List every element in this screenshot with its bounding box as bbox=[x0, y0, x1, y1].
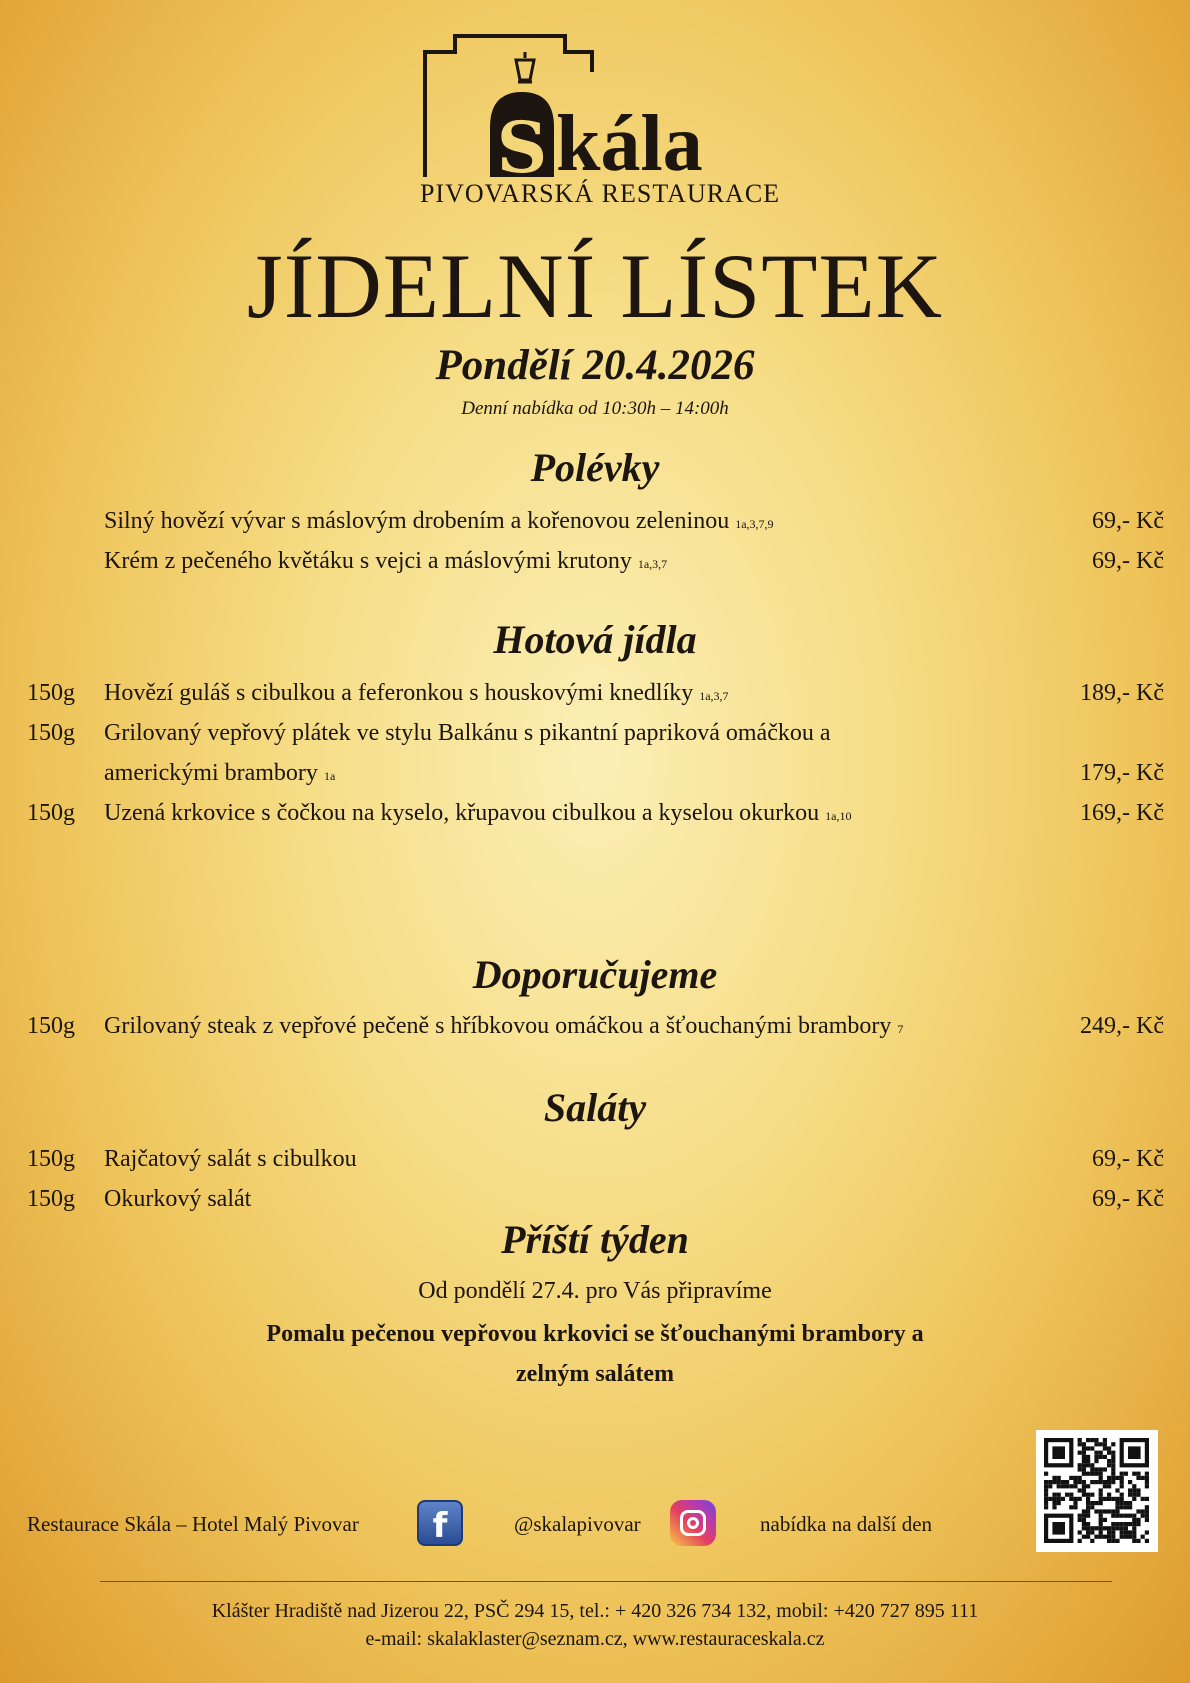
qr-label: nabídka na další den bbox=[760, 1512, 933, 1536]
footer-divider bbox=[100, 1581, 1112, 1582]
menu-item bbox=[0, 543, 1190, 579]
item-allergens: 1a,10 bbox=[825, 809, 852, 823]
item-weight: 150g bbox=[27, 1186, 75, 1212]
facebook-icon[interactable]: f bbox=[417, 1500, 463, 1546]
item-price: 169,- Kč bbox=[1080, 800, 1164, 826]
menu-item bbox=[0, 503, 1190, 539]
item-weight: 150g bbox=[27, 1146, 75, 1172]
item-price: 189,- Kč bbox=[1080, 680, 1164, 706]
logo-subtitle-text: PIVOVARSKÁ RESTAURACE bbox=[420, 179, 780, 208]
menu-date: Pondělí 20.4.2026 bbox=[435, 342, 755, 389]
section-title-recommended: Doporučujeme bbox=[472, 952, 718, 997]
footer-address: Klášter Hradiště nad Jizerou 22, PSČ 294 15, tel.: + 420 326 734 132, mobil: +420 727 895 111 bbox=[211, 1600, 979, 1622]
social-row bbox=[0, 1500, 1190, 1550]
menu-item bbox=[0, 1008, 1190, 1044]
item-name: Uzená krkovice s čočkou na kyselo, křupavou cibulkou a kyselou okurkou 1a,10 bbox=[104, 800, 852, 826]
next-week-intro: Od pondělí 27.4. pro Vás připravíme bbox=[418, 1278, 772, 1304]
item-allergens: 7 bbox=[897, 1022, 904, 1036]
serving-hours: Denní nabídka od 10:30h – 14:00h bbox=[461, 398, 729, 419]
section-title-salads: Saláty bbox=[543, 1085, 647, 1130]
menu-item-continued bbox=[0, 755, 1190, 791]
item-name: Rajčatový salát s cibulkou bbox=[104, 1146, 357, 1172]
item-name: americkými brambory 1a bbox=[104, 760, 336, 786]
item-allergens: 1a bbox=[323, 769, 336, 783]
restaurant-name: Restaurace Skála – Hotel Malý Pivovar bbox=[27, 1512, 359, 1536]
item-price: 69,- Kč bbox=[1092, 1186, 1164, 1212]
item-name: Grilovaný steak z vepřové pečeně s hříbkovou omáčkou a šťouchanými brambory 7 bbox=[104, 1013, 904, 1039]
item-price: 249,- Kč bbox=[1080, 1013, 1164, 1039]
item-weight: 150g bbox=[27, 720, 75, 746]
section-title-mains: Hotová jídla bbox=[493, 617, 697, 662]
item-weight: 150g bbox=[27, 1013, 75, 1039]
menu-title: JÍDELNÍ LÍSTEK bbox=[246, 235, 944, 337]
menu-item bbox=[0, 795, 1190, 831]
menu-item bbox=[0, 675, 1190, 711]
item-name: Grilovaný vepřový plátek ve stylu Balkánu s pikantní papriková omáčkou a bbox=[104, 720, 831, 746]
section-title-soups: Polévky bbox=[530, 445, 660, 490]
menu-item bbox=[0, 715, 1190, 751]
menu-item bbox=[0, 1181, 1190, 1217]
logo-name-text: kála bbox=[556, 100, 703, 188]
next-week-dish-line2: zelným salátem bbox=[516, 1361, 674, 1387]
next-week-dish-line1: Pomalu pečenou vepřovou krkovici se šťouchanými brambory a bbox=[266, 1321, 924, 1347]
qr-code[interactable] bbox=[1036, 1430, 1158, 1552]
section-title-next-week: Příští týden bbox=[501, 1217, 689, 1262]
item-weight: 150g bbox=[27, 680, 75, 706]
item-allergens: 1a,3,7 bbox=[637, 557, 668, 571]
next-week-dish bbox=[0, 1314, 1190, 1394]
menu-item bbox=[0, 1141, 1190, 1177]
instagram-handle[interactable]: @skalapivovar bbox=[514, 1512, 641, 1536]
svg-text:S: S bbox=[496, 106, 548, 189]
item-weight: 150g bbox=[27, 800, 75, 826]
item-price: 69,- Kč bbox=[1092, 548, 1164, 574]
item-name: Okurkový salát bbox=[104, 1186, 252, 1212]
instagram-icon[interactable] bbox=[670, 1500, 716, 1546]
item-price: 69,- Kč bbox=[1092, 508, 1164, 534]
item-allergens: 1a,3,7,9 bbox=[735, 517, 774, 531]
item-name: Hovězí guláš s cibulkou a feferonkou s houskovými knedlíky 1a,3,7 bbox=[104, 680, 729, 706]
item-price: 179,- Kč bbox=[1080, 760, 1164, 786]
skala-logo bbox=[420, 32, 780, 217]
item-allergens: 1a,3,7 bbox=[699, 689, 729, 703]
item-price: 69,- Kč bbox=[1092, 1146, 1164, 1172]
item-name: Silný hovězí vývar s máslovým drobením a kořenovou zeleninou 1a,3,7,9 bbox=[104, 508, 774, 534]
footer-contact: e-mail: skalaklaster@seznam.cz, www.restauraceskala.cz bbox=[365, 1628, 825, 1650]
item-name: Krém z pečeného květáku s vejci a máslovými krutony 1a,3,7 bbox=[104, 548, 668, 574]
